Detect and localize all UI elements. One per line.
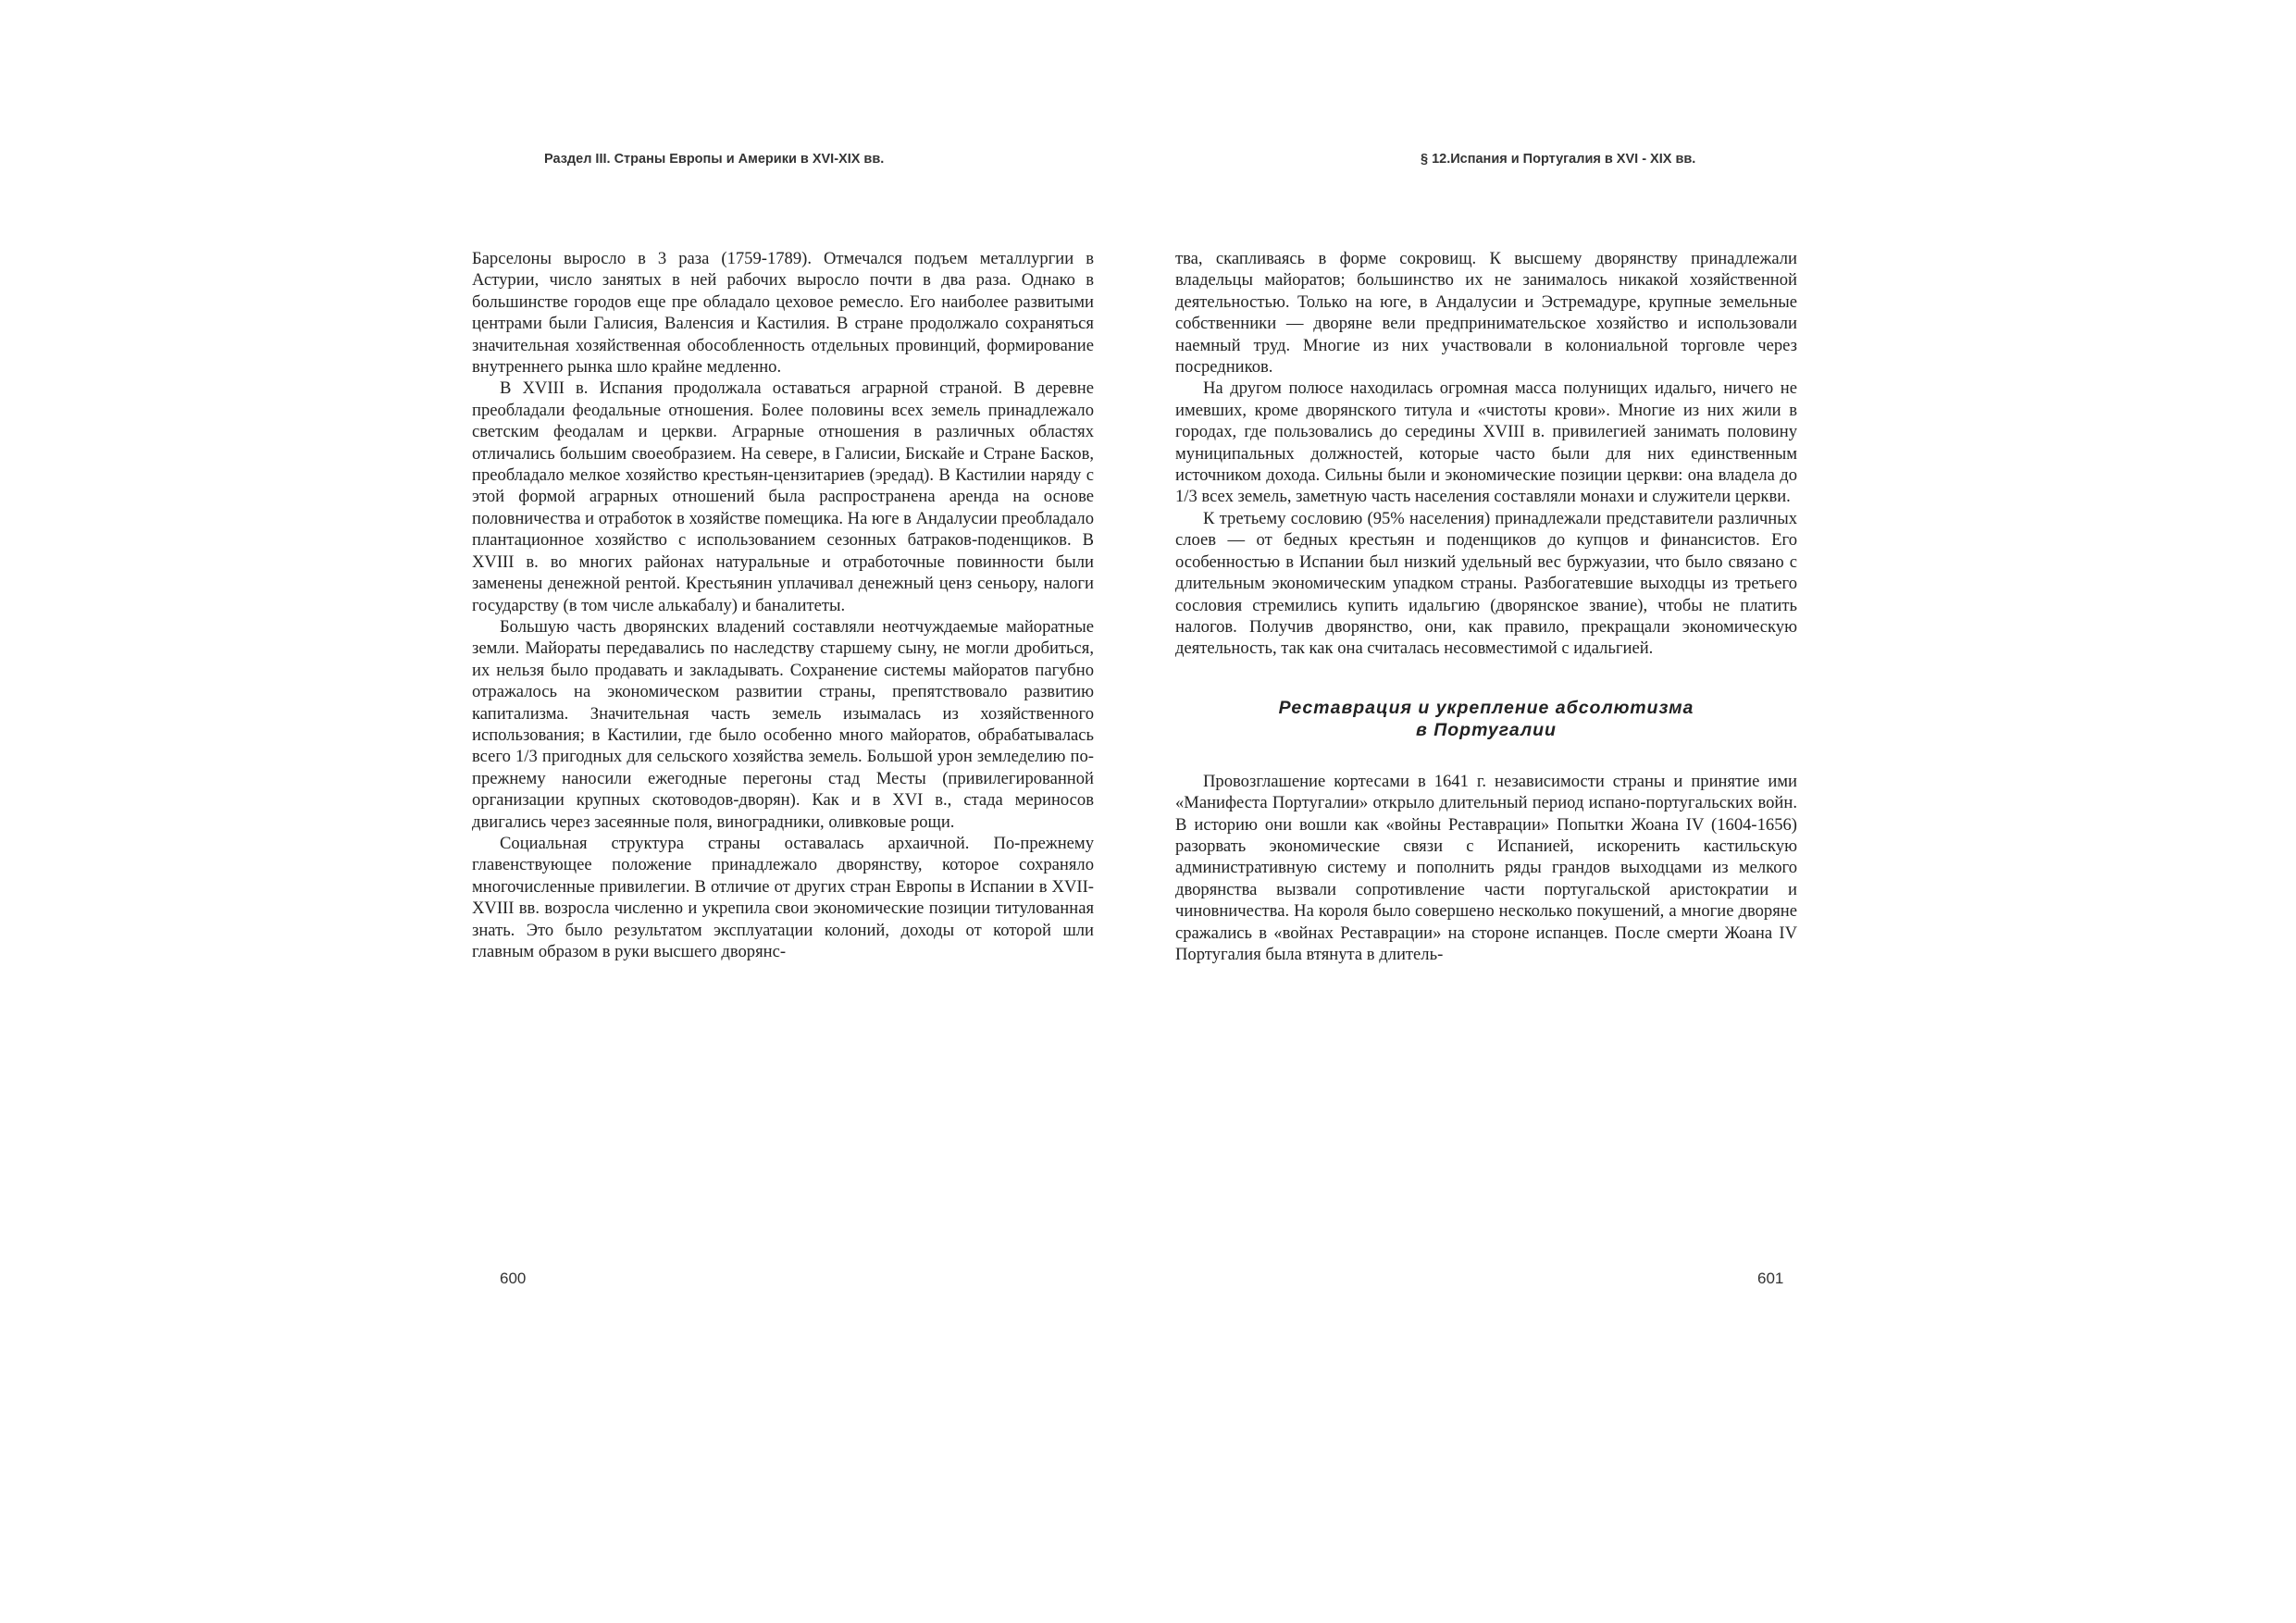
page-number-right: 601 <box>1757 1270 1784 1287</box>
right-page-text-column <box>1175 248 1797 965</box>
running-head-left: Раздел III. Страны Европы и Америки в XVI-XIX вв. <box>544 152 885 167</box>
section-heading <box>1175 697 1797 741</box>
page-number-left: 600 <box>500 1270 527 1287</box>
running-head-right: § 12.Испания и Португалия в XVI - XIX вв. <box>1421 152 1696 167</box>
paragraph: Барселоны выросло в 3 раза (1759-1789). Отмечался подъем металлургии в Астурии, число занятых в ней рабочих выросло почти в два раза. Однако в большинстве городов еще пре обладало цеховое ремесло. Его наиболее развитыми центрами были Галисия, Валенсия и Кастилия. В стране продолжало сохраняться значительная хозяйственная обособленность отдельных провинций, формирование внутреннего рынка шло крайне медленно. <box>472 249 1094 378</box>
section-heading-line: Реставрация и укрепление абсолютизма <box>1278 697 1694 718</box>
left-page-text-column <box>472 248 1094 962</box>
paragraph: К третьему сословию (95% населения) принадлежали представители различных слоев — от бедных крестьян и поденщиков до купцов и финансистов. Его особенностью в Испании был низкий удельный вес буржуазии, что было связано с длительным экономическим упадком страны. Разбогатевшие выходцы из третьего сословия стремились купить идальгию (дворянское звание), чтобы не платить налогов. Получив дворянство, они, как правило, прекращали экономическую деятельность, так как она считалась несовместимой с идальгией. <box>1175 508 1797 659</box>
paragraph: Провозглашение кортесами в 1641 г. независимости страны и принятие ими «Манифеста Португалии» открыло длительный период испано-португальских войн. В историю они вошли как «войны Реставрации» Попытки Жоана IV (1604-1656) разорвать экономические связи с Испанией, искоренить кастильскую административную систему и пополнить ряды грандов выходцами из мелкого дворянства вызвали сопротивление части португальской аристократии и чиновничества. На короля было совершено несколько покушений, а многие дворяне сражались в «войнах Реставрации» на стороне испанцев. После смерти Жоана IV Португалия была втянута в длитель- <box>1175 771 1797 964</box>
paragraph: Социальная структура страны оставалась архаичной. По-прежнему главенствующее положение принадлежало дворянству, которое сохраняло многочисленные привилегии. В отличие от других стран Европы в Испании в XVII-XVIII вв. возросла численно и укрепила свои экономические позиции титулованная знать. Это было результатом эксплуатации колоний, доходы от которой шли главным образом в руки высшего дворянс- <box>472 833 1094 961</box>
paragraph: тва, скапливаясь в форме сокровищ. К высшему дворянству принадлежали владельцы майоратов; большинство их не занималось никакой хозяйственной деятельностью. Только на юге, в Андалусии и Эстремадуре, крупные земельные собственники — дворяне вели предпринимательское хозяйство и использовали наемный труд. Многие из них участвовали в колониальной торговле через посредников. <box>1175 249 1797 378</box>
paragraph: Большую часть дворянских владений составляли неотчуждаемые майоратные земли. Майораты передавались по наследству старшему сыну, не могли дробиться, их нельзя было продавать и закладывать. Сохранение системы майоратов пагубно отражалось на экономическом развитии страны, препятствовало развитию капитализма. Значительная часть земель изымалась из хозяйственного использования; в Кастилии, где было особенно много майоратов, обрабатывалась всего 1/3 пригодных для сельского хозяйства земель. Большой урон земледелию по-прежнему наносили ежегодные перегоны стад Месты (привилегированной организации крупных скотоводов-дворян). Как и в XVI в., стада мериносов двигались через засеянные поля, виноградники, оливковые рощи. <box>472 616 1094 832</box>
section-heading-line: в Португалии <box>1416 719 1557 740</box>
paragraph: На другом полюсе находилась огромная масса полунищих идальго, ничего не имевших, кроме дворянского титула и «чистоты крови». Многие из них жили в городах, где пользовались до середины XVIII в. привилегией занимать половину муниципальных должностей, которые часто были для них единственным источником дохода. Сильны были и экономические позиции церкви: она владела до 1/3 всех земель, заметную часть населения составляли монахи и служители церкви. <box>1175 378 1797 507</box>
paragraph: В XVIII в. Испания продолжала оставаться аграрной страной. В деревне преобладали феодальные отношения. Более половины всех земель принадлежало светским феодалам и церкви. Аграрные отношения в различных областях отличались большим своеобразием. На севере, в Галисии, Бискайе и Стране Басков, преобладало мелкое хозяйство крестьян-цензитариев (эредад). В Кастилии наряду с этой формой аграрных отношений была распространена аренда на основе половничества и отработок в хозяйстве помещика. На юге в Андалусии преобладало плантационное хозяйство с использованием сезонных батраков-поденщиков. В XVIII в. во многих районах натуральные и отработочные повинности были заменены денежной рентой. Крестьянин уплачивал денежный ценз сеньору, налоги государству (в том числе алькабалу) и баналитеты. <box>472 378 1094 615</box>
